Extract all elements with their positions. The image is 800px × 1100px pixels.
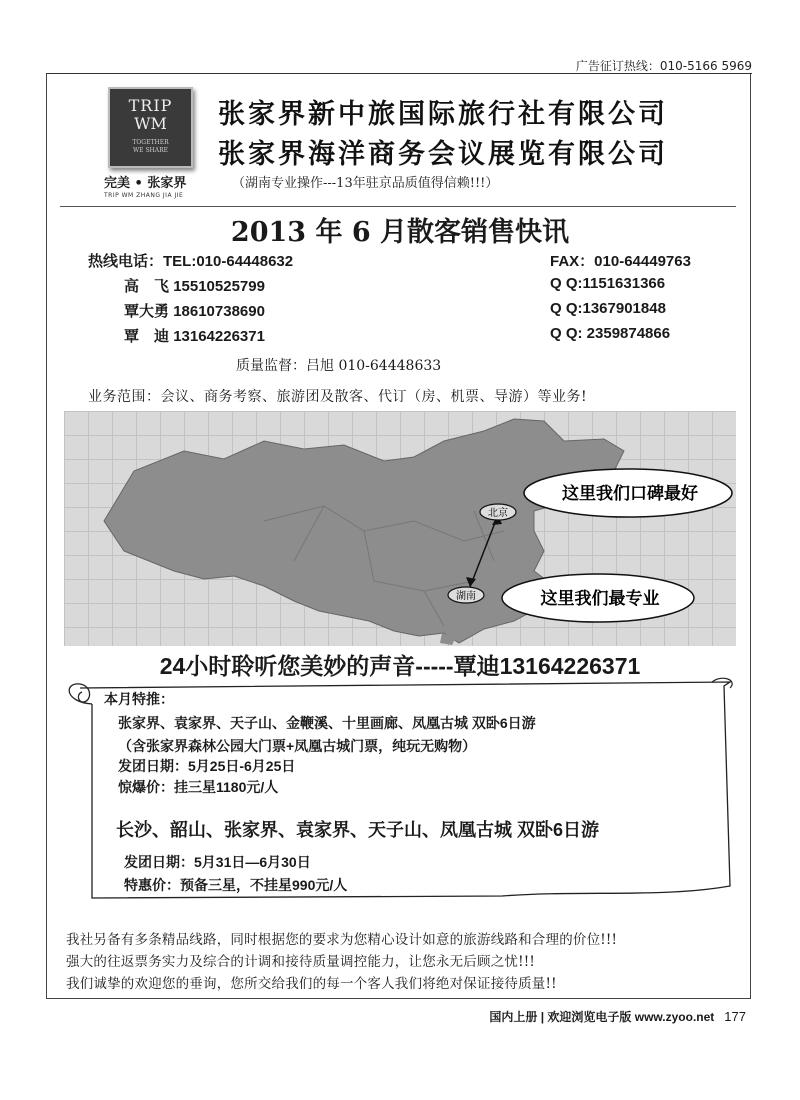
tel-number: TEL:010-64448632 [163,253,294,270]
footer-line: 我社另备有多条精品线路，同时根据您的要求为您精心设计如意的旅游线路和合理的价位!!! [66,932,618,948]
logo-subtitle-en: TRIP WM ZHANG JIA JIE [104,192,184,199]
hotline-banner: 24小时聆听您美妙的声音-----覃迪13164226371 [159,653,641,679]
footer-site: 国内上册 | 欢迎浏览电子版 www.zyoo.net [489,1010,715,1024]
contact-phone: 18610738690 [173,303,265,320]
contact-person [124,275,265,296]
logo-subtitle: 完美 • 张家界 [104,176,187,191]
company-name-2: 张家界海洋商务会议展览有限公司 [218,139,668,170]
logo-line1: TRIP [128,96,173,115]
route2-date: 发团日期：5月31日—6月30日 [124,854,311,870]
trip-wm-logo [108,87,193,168]
route1-price: 惊爆价：挂三星1180元/人 [118,779,279,795]
contact-qq: Q Q:1367901848 [550,300,666,317]
contact-qq: Q Q: 2359874866 [550,325,671,342]
route1-title: 张家界、袁家界、天子山、金鞭溪、十里画廊、凤凰古城 双卧6日游 [118,715,536,731]
china-map-svg [64,411,736,646]
footer-line: 强大的往返票务实力及综合的计调和接待质量调控能力，让您永无后顾之忧!!! [66,954,535,970]
contact-phone: 13164226371 [173,328,265,345]
page-number: 177 [724,1009,746,1024]
logo-line3: TOGETHER [132,139,169,146]
contact-qq: Q Q:1151631366 [550,275,666,292]
china-map [64,411,736,646]
header-divider [60,206,736,207]
beijing-label: 北京 [488,508,508,519]
page-title: 2013 年 6 月散客销售快讯 [230,217,570,248]
contact-phone: 15510525799 [173,278,265,295]
contact-name: 覃大勇 [124,303,170,320]
logo-line2: WM [134,114,167,133]
bubble-text-professional: 这里我们最专业 [540,589,660,609]
page-footer [489,1008,746,1025]
route1-note: （含张家界森林公园大门票+凤凰古城门票，纯玩无购物） [118,738,477,754]
fax-number: FAX：010-64449763 [550,253,691,270]
contact-name: 高 飞 [124,278,170,295]
business-scope: 业务范围：会议、商务考察、旅游团及散客、代订（房、机票、导游）等业务! [88,389,588,405]
contact-name: 覃 迪 [124,328,170,345]
quality-supervision: 质量监督：吕旭 010-64448633 [236,358,442,374]
route2-title: 长沙、韶山、张家界、袁家界、天子山、凤凰古城 双卧6日游 [116,820,600,840]
hotline-label: 热线电话： [88,253,164,270]
company-slogan: （湖南专业操作---13年驻京品质值得信赖!!!） [232,176,499,191]
footer-line: 我们诚挚的欢迎您的垂询，您所交给我们的每一个客人我们将绝对保证接待质量!! [66,976,557,992]
logo-line4: WE SHARE [132,147,169,154]
contact-hotline [88,250,293,271]
company-name-1: 张家界新中旅国际旅行社有限公司 [218,99,668,130]
contact-person [124,325,265,346]
route1-date: 发团日期：5月25日-6月25日 [118,758,296,774]
route2-price: 特惠价：预备三星，不挂星990元/人 [124,877,348,893]
ad-hotline: 广告征订热线：010-5166 5969 [575,59,752,73]
contact-person [124,300,265,321]
bubble-text-reputation: 这里我们口碑最好 [562,484,698,504]
hunan-label: 湖南 [456,591,476,602]
offer-header: 本月特推： [104,691,174,707]
